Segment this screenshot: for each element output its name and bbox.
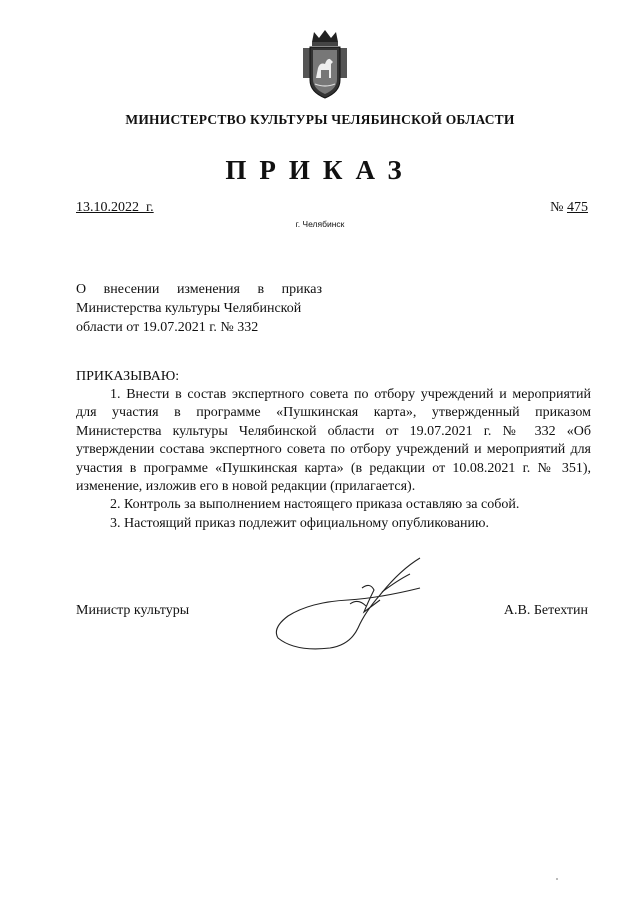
subject-line-3: области от 19.07.2021 г. № 332: [76, 320, 259, 335]
order-paragraph-3: 3. Настоящий приказ подлежит официальному опубликованию.: [110, 515, 489, 531]
subject-line-2: Министерства культуры Челябинской: [76, 301, 302, 316]
order-body: [76, 386, 591, 533]
number-prefix: №: [550, 200, 567, 215]
handwritten-signature: [270, 550, 440, 660]
number-value: 475: [567, 200, 588, 215]
subject-word: в: [257, 282, 265, 297]
subject-word: изменения: [176, 282, 240, 297]
document-subject: [76, 280, 322, 337]
document-number: [550, 200, 588, 216]
scan-speck: [556, 878, 558, 880]
coat-of-arms-icon: [300, 28, 350, 100]
order-paragraph-1: 1. Внести в состав экспертного совета по отбору учреждений и мероприятий для участия в программе «Пушкинская карта», утвержденный приказом Министерства культуры Челябинской области от 19.07.2021 г. № 332 «Об утверждении состава экспертного совета по отбору учреждений и мероприятий для участия в программе «Пушкинская карта» (в редакции от 10.08.2021 г. № 351), изменение, изложив его в новой редакции (прилагается).: [76, 387, 591, 495]
subject-word: О: [76, 282, 87, 297]
ministry-title: МИНИСТЕРСТВО КУЛЬТУРЫ ЧЕЛЯБИНСКОЙ ОБЛАСТИ: [125, 112, 515, 127]
city-label: г. Челябинск: [295, 219, 345, 229]
subject-line-1: [76, 280, 322, 299]
order-paragraph-2: 2. Контроль за выполнением настоящего приказа оставляю за собой.: [110, 497, 520, 513]
document-type-heading: ПРИКАЗ: [225, 155, 415, 185]
subject-word: приказ: [281, 282, 322, 297]
subject-word: внесении: [103, 282, 160, 297]
order-intro: ПРИКАЗЫВАЮ:: [76, 369, 180, 384]
signatory-name: А.В. Бетехтин: [503, 603, 588, 618]
document-date: 13.10.2022 г.: [76, 200, 154, 215]
signatory-title: Министр культуры: [76, 603, 190, 618]
